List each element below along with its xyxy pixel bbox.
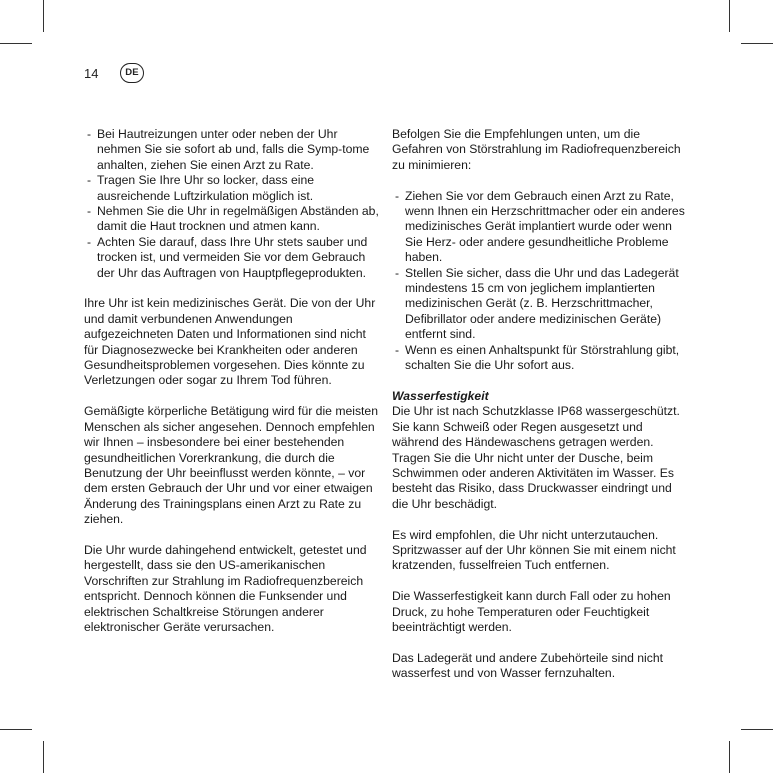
crop-mark-bottom-right-vertical (729, 741, 730, 773)
interference-list (392, 189, 690, 374)
list-item: - Achten Sie darauf, dass Ihre Uhr stets sauber und trocken ist, und vermeiden Sie vor dem Gebrauch der Uhr das Auftragen von Hauptpflegeprodukten. (84, 235, 380, 281)
list-item: - Ziehen Sie vor dem Gebrauch einen Arzt zu Rate, wenn Ihnen ein Herzschrittmacher oder ein anderes medizinisches Gerät implantiert wurde oder wenn Sie Herz- oder andere gesundheitliche Probleme haben. (392, 189, 690, 266)
paragraph-medical-device: Ihre Uhr ist kein medizinisches Gerät. Die von der Uhr und damit verbundenen Anwendungen aufgezeichneten Daten und Informationen sind nicht für Diagnosezwecke bei Krankheiten oder anderen Gesundheitsproblemen vorgesehen. Dies könnte zu Verletzungen oder sogar zu Ihrem Tod führen. (84, 296, 376, 388)
list-item: - Bei Hautreizungen unter oder neben der Uhr nehmen Sie sie sofort ab und, falls die Symp-tome anhalten, ziehen Sie einen Arzt zu Rate. (84, 127, 380, 173)
paragraph-radio-frequency: Die Uhr wurde dahingehend entwickelt, getestet und hergestellt, dass sie den US-amerikanischen Vorschriften zur Strahlung im Radiofrequenzbereich entspricht. Dennoch können die Funksender und elektrischen Schaltkreise Störungen anderer elektronischer Geräte verursachen. (84, 542, 367, 634)
crop-mark-top-left-vertical (43, 0, 44, 32)
paragraph-ip68: Die Uhr ist nach Schutzklasse IP68 wassergeschützt. Sie kann Schweiß oder Regen ausgesetzt und während des Händewaschens getragen werden. Tragen Sie die Uhr nicht unter der Dusche, beim Schwimmen oder anderen Aktivitäten im Wasser. Es besteht das Risiko, dass Druckwasser eindringt und die Uhr beschädigt. (392, 404, 680, 511)
list-item: - Wenn es einen Anhaltspunkt für Störstrahlung gibt, schalten Sie die Uhr sofort aus. (392, 343, 690, 374)
crop-mark-top-left-horizontal (0, 43, 32, 44)
crop-mark-bottom-left-vertical (43, 741, 44, 773)
paragraph-charger-not-waterproof: Das Ladegerät und andere Zubehörteile sind nicht wasserfest und von Wasser fernzuhalten. (392, 650, 664, 681)
paragraph-submerge: Es wird empfohlen, die Uhr nicht unterzutauchen. Spritzwasser auf der Uhr können Sie mit einem nicht kratzenden, fusselfreien Tuch entfernen. (392, 527, 676, 573)
list-item: - Tragen Sie Ihre Uhr so locker, dass eine ausreichende Luftzirkulation möglich ist. (84, 173, 380, 204)
crop-mark-bottom-left-horizontal (0, 729, 32, 730)
section-heading-water-resistance: Wasserfestigkeit (392, 388, 489, 403)
left-column (84, 127, 380, 635)
crop-mark-bottom-right-horizontal (741, 729, 773, 730)
skin-care-list (84, 127, 380, 281)
paragraph-water-resistance-impairment: Die Wasserfestigkeit kann durch Fall oder zu hohen Druck, zu hohe Temperaturen oder Feuchtigkeit beeinträchtigt werden. (392, 589, 671, 634)
list-item: - Nehmen Sie die Uhr in regelmäßigen Abständen ab, damit die Haut trocknen und atmen kann. (84, 204, 380, 235)
paragraph-interference-intro: Befolgen Sie die Empfehlungen unten, um die Gefahren von Störstrahlung im Radiofrequenzbereich zu minimieren: (392, 127, 681, 172)
page-number: 14 (84, 66, 99, 81)
crop-mark-top-right-vertical (729, 0, 730, 32)
paragraph-physical-activity: Gemäßigte körperliche Betätigung wird für die meisten Menschen als sicher angesehen. Dennoch empfehlen wir Ihnen – insbesondere bei einer bestehenden gesundheitlichen Vorerkrankung, die durch die Benutzung der Uhr beeinflusst werden könnte, – vor dem ersten Gebrauch der Uhr und vor einer etwaigen Änderung des Trainingsplans einen Arzt zu Rate zu ziehen. (84, 404, 378, 527)
list-item: - Stellen Sie sicher, dass die Uhr und das Ladegerät mindestens 15 cm von jeglichem implantierten medizinischen Gerät (z. B. Herzschrittmacher, Defibrillator oder andere medizinischen Geräte) entfernt sind. (392, 266, 690, 343)
language-badge: DE (120, 63, 144, 83)
crop-mark-top-right-horizontal (741, 43, 773, 44)
right-column (392, 127, 690, 682)
